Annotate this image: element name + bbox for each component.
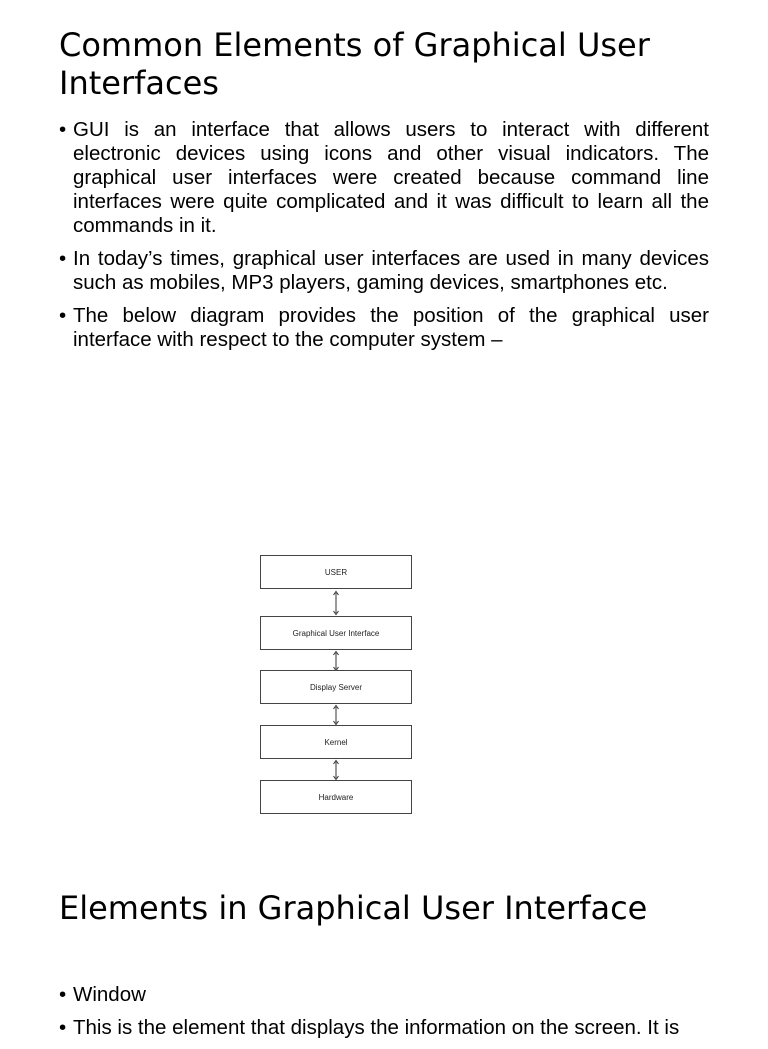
bullet-icon: • (59, 983, 67, 1006)
diagram-box-kernel: Kernel (260, 725, 412, 759)
section-title: Elements in Graphical User Interface (59, 889, 648, 927)
bullet-list (59, 983, 709, 1049)
bullet-text: GUI is an interface that allows users to interact with different electronic devices using icons and other visual indicators. The graphical user interfaces were created because command line interfaces were quite complicated and it was difficult to learn all the commands in it. (73, 118, 709, 237)
list-item (59, 983, 709, 1007)
diagram-box-hardware: Hardware (260, 780, 412, 814)
bullet-text: The below diagram provides the position of the graphical user interface with respect to the computer system – (73, 304, 709, 351)
bullet-icon: • (59, 304, 67, 327)
list-item (59, 118, 709, 238)
double-arrow-icon (335, 651, 337, 671)
bullet-text: This is the element that displays the information on the screen. It is (73, 1016, 680, 1039)
double-arrow-icon (335, 591, 337, 615)
diagram-box-gui: Graphical User Interface (260, 616, 412, 650)
bullet-text: Window (73, 983, 146, 1006)
diagram-box-user: USER (260, 555, 412, 589)
diagram-box-display-server: Display Server (260, 670, 412, 704)
bullet-list (59, 118, 709, 361)
list-item (59, 304, 709, 352)
gui-layer-diagram (259, 555, 415, 817)
bullet-icon: • (59, 118, 67, 141)
bullet-icon: • (59, 1016, 67, 1039)
bullet-icon: • (59, 247, 67, 270)
page-title: Common Elements of Graphical User Interfaces (59, 26, 650, 102)
list-item (59, 1016, 709, 1040)
bullet-text: In today’s times, graphical user interfaces are used in many devices such as mobiles, MP3 players, gaming devices, smartphones etc. (73, 247, 709, 294)
double-arrow-icon (335, 760, 337, 780)
list-item (59, 247, 709, 295)
double-arrow-icon (335, 705, 337, 725)
